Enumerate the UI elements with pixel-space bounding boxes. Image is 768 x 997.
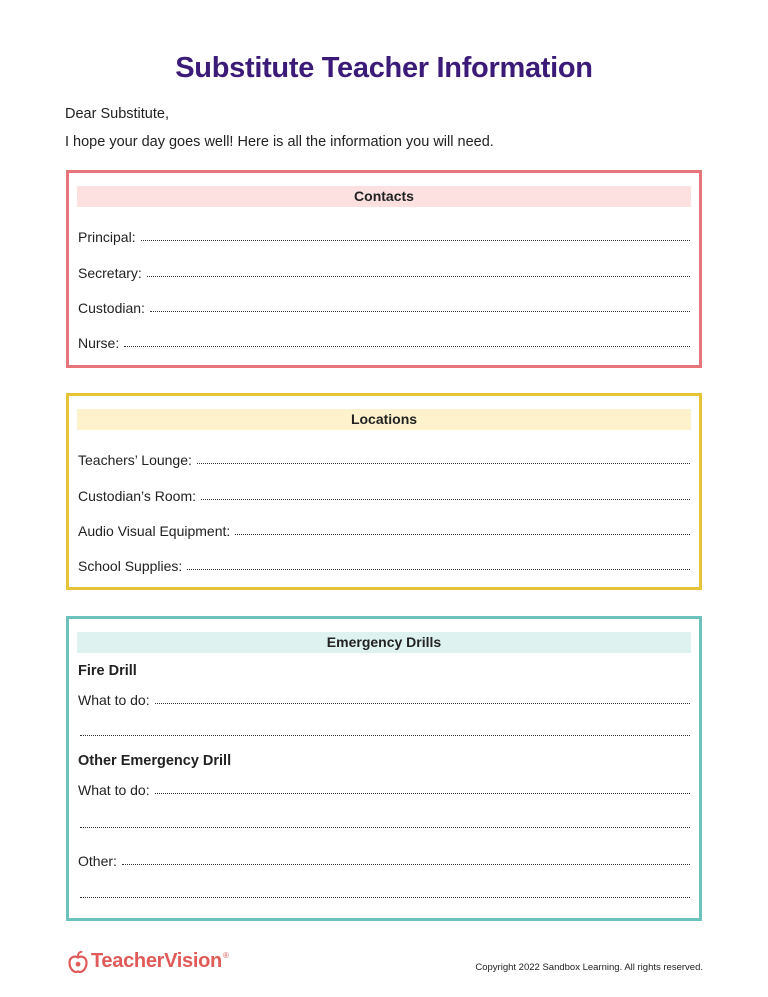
fire-what-label: What to do:	[78, 692, 150, 708]
custodians-room-field[interactable]	[78, 486, 690, 504]
custodian-field[interactable]	[78, 298, 690, 316]
trademark-symbol: ®	[222, 951, 229, 960]
other-drill-extra-line[interactable]	[80, 827, 690, 828]
other-field[interactable]	[78, 851, 690, 869]
other-what-label: What to do:	[78, 782, 150, 798]
emergency-drills-heading: Emergency Drills	[77, 632, 691, 653]
custodian-label: Custodian:	[78, 300, 145, 316]
locations-heading: Locations	[77, 409, 691, 430]
other-what-line[interactable]	[155, 793, 690, 794]
fire-what-line[interactable]	[155, 703, 690, 704]
secretary-field[interactable]	[78, 263, 690, 281]
school-supplies-label: School Supplies:	[78, 558, 183, 574]
other-label: Other:	[78, 853, 117, 869]
nurse-label: Nurse:	[78, 335, 120, 351]
av-equipment-line[interactable]	[235, 534, 690, 535]
logo-text: TeacherVision	[91, 950, 222, 972]
custodians-room-line[interactable]	[201, 499, 690, 500]
teachervision-logo	[68, 950, 229, 973]
school-supplies-line[interactable]	[187, 569, 690, 570]
copyright-text: Copyright 2022 Sandbox Learning. All rights reserved.	[475, 962, 703, 973]
nurse-field[interactable]	[78, 333, 690, 351]
other-drill-field[interactable]	[78, 780, 690, 798]
teachers-lounge-field[interactable]	[78, 450, 690, 468]
secretary-label: Secretary:	[78, 265, 142, 281]
greeting: Dear Substitute,	[65, 106, 169, 122]
av-equipment-field[interactable]	[78, 521, 690, 539]
fire-drill-heading: Fire Drill	[78, 663, 137, 679]
other-extra-line[interactable]	[80, 897, 690, 898]
custodians-room-label: Custodian’s Room:	[78, 488, 197, 504]
apple-icon	[68, 951, 88, 973]
contacts-heading: Contacts	[77, 186, 691, 207]
principal-label: Principal:	[78, 229, 136, 245]
school-supplies-field[interactable]	[78, 556, 690, 574]
teachers-lounge-label: Teachers’ Lounge:	[78, 452, 192, 468]
fire-drill-field[interactable]	[78, 690, 690, 708]
other-line[interactable]	[122, 864, 690, 865]
av-equipment-label: Audio Visual Equipment:	[78, 523, 231, 539]
principal-line[interactable]	[141, 240, 690, 241]
principal-field[interactable]	[78, 227, 690, 245]
custodian-line[interactable]	[150, 311, 690, 312]
page-title: Substitute Teacher Information	[175, 52, 593, 84]
nurse-line[interactable]	[124, 346, 690, 347]
other-drill-heading: Other Emergency Drill	[78, 753, 232, 769]
fire-extra-line[interactable]	[80, 735, 690, 736]
secretary-line[interactable]	[147, 276, 690, 277]
contacts-section	[66, 170, 702, 368]
teachers-lounge-line[interactable]	[197, 463, 690, 464]
emergency-drills-section	[66, 616, 702, 921]
locations-section	[66, 393, 702, 590]
intro-text: I hope your day goes well! Here is all the information you will need.	[65, 134, 494, 150]
